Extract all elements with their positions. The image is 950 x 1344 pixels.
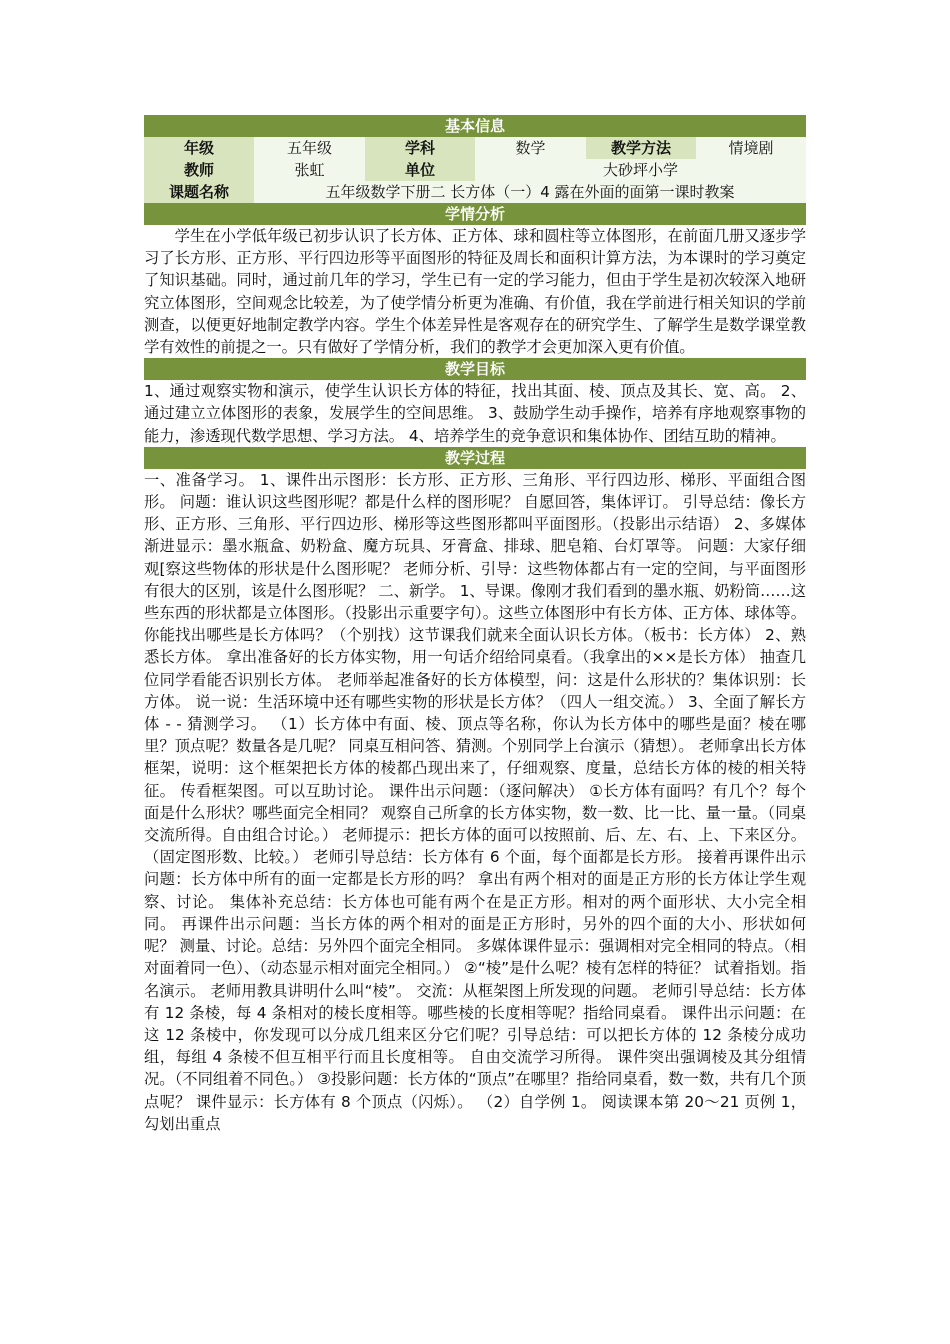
course-label: 课题名称 [144, 181, 254, 203]
section-header-basic-info: 基本信息 [144, 115, 806, 137]
goals-text: 1、通过观察实物和演示，使学生认识长方体的特征，找出其面、棱、顶点及其长、宽、高。 2、通过建立立体图形的表象，发展学生的空间思维。 3、鼓励学生动手操作，培养有序地观察事物的能力，渗透现代数学思想、学习方法。 4、培养学生的竞争意识和集体协作、团结互助的精神。 [144, 380, 806, 447]
teacher-label: 教师 [144, 159, 254, 181]
section-header-goals: 教学目标 [144, 358, 806, 380]
course-value: 五年级数学下册二 长方体（一）4 露在外面的面第一课时教案 [254, 181, 806, 203]
info-row-grade [144, 137, 806, 159]
method-value: 情境剧 [696, 137, 806, 159]
unit-label: 单位 [365, 159, 475, 181]
teacher-value: 张虹 [254, 159, 365, 181]
unit-value: 大砂坪小学 [475, 159, 806, 181]
process-text: 一、准备学习。 1、课件出示图形：长方形、正方形、三角形、平行四边形、梯形、平面组合图形。 问题：谁认识这些图形呢？都是什么样的图形呢？ 自愿回答，集体评订。 引导总结：像长方形、正方形、三角形、平行四边形、梯形等这些图形都叫平面图形。（投影出示结语） 2、多媒体渐进显示：墨水瓶盒、奶粉盒、魔方玩具、牙膏盒、排球、肥皂箱、台灯罩等。 问题：大家仔细观[察这些物体的形状是什么图形呢？ 老师分析、引导：这些物体都占有一定的空间，与平面图形有很大的区别，该是什么图形呢？ 二、新学。 1、导课。像刚才我们看到的墨水瓶、奶粉筒……这些东西的形状都是立体图形。（投影出示重要字句）。这些立体图形中有长方体、正方体、球体等。你能找出哪些是长方体吗？（个别找）这节课我们就来全面认识长方体。（板书：长方体） 2、熟悉长方体。 拿出准备好的长方体实物，用一句话介绍给同桌看。（我拿出的××是长方体） 抽查几位同学看能否识别长方体。 老师举起准备好的长方体模型，问：这是什么形状的？集体识别：长方体。 说一说：生活环境中还有哪些实物的形状是长方体？（四人一组交流。） 3、全面了解长方体 - - 猜测学习。 （1）长方体中有面、棱、顶点等名称，你认为长方体中的哪些是面？棱在哪里？顶点呢？数量各是几呢？ 同桌互相问答、猜测。个别同学上台演示（猜想）。 老师拿出长方体框架，说明：这个框架把长方体的棱都凸现出来了，仔细观察、度量，总结长方体的棱的相关特征。 传看框架图。可以互助讨论。 课件出示问题：（逐问解决） ①长方体有面吗？有几个？每个面是什么形状？哪些面完全相同？ 观察自己所拿的长方体实物，数一数、比一比、量一量。（同桌交流所得。自由组合讨论。） 老师提示：把长方体的面可以按照前、后、左、右、上、下来区分。（固定图形数、比较。） 老师引导总结：长方体有 6 个面，每个面都是长方形。 接着再课件出示问题：长方体中所有的面一定都是长方形的吗？ 拿出有两个相对的面是正方形的长方体让学生观察、讨论。 集体补充总结：长方体也可能有两个在是正方形。相对的两个面形状、大小完全相同。 再课件出示问题：当长方体的两个相对的面是正方形时，另外的四个面的大小、形状如何呢？ 测量、讨论。总结：另外四个面完全相同。 多媒体课件显示：强调相对完全相同的特点。（相对面着同一色）、（动态显示相对面完全相同。） ②“棱”是什么呢？棱有怎样的特征？ 试着指划。指名演示。 老师用教具讲明什么叫“棱”。 交流：从框架图上所发现的问题。 老师引导总结：长方体有 12 条棱，每 4 条相对的棱长度相等。哪些棱的长度相等呢？指给同桌看。 课件出示问题：在这 12 条棱中，你发现可以分成几组来区分它们呢？引导总结：可以把长方体的 12 条棱分成功组，每组 4 条棱不但互相平行而且长度相等。 自由交流学习所得。 课件突出强调棱及其分组情况。（不同组着不同色。） ③投影问题：长方体的“顶点”在哪里？指给同桌看，数一数，共有几个顶点呢？ 课件显示：长方体有 8 个顶点（闪烁）。 （2）自学例 1。 阅读课本第 20～21 页例 1，勾划出重点 [144, 469, 806, 1135]
section-header-analysis: 学情分析 [144, 203, 806, 225]
grade-value: 五年级 [254, 137, 365, 159]
info-row-teacher [144, 159, 806, 181]
subject-value: 数学 [475, 137, 586, 159]
method-label: 教学方法 [586, 137, 696, 159]
section-header-process: 教学过程 [144, 447, 806, 469]
info-row-course [144, 181, 806, 203]
analysis-text: 学生在小学低年级已初步认识了长方体、正方体、球和圆柱等立体图形，在前面几册又逐步学习了长方形、正方形、平行四边形等平面图形的特征及周长和面积计算方法，为本课时的学习奠定了知识基础。同时，通过前几年的学习，学生已有一定的学习能力，但由于学生是初次较深入地研究立体图形，空间观念比较差，为了使学情分析更为准确、有价值，我在学前进行相关知识的学前测查，以便更好地制定教学内容。学生个体差异性是客观存在的研究学生、了解学生是数学课堂教学有效性的前提之一。只有做好了学情分析，我们的教学才会更加深入更有价值。 [144, 225, 806, 358]
lesson-plan-table [144, 115, 806, 1135]
grade-label: 年级 [144, 137, 254, 159]
subject-label: 学科 [365, 137, 475, 159]
